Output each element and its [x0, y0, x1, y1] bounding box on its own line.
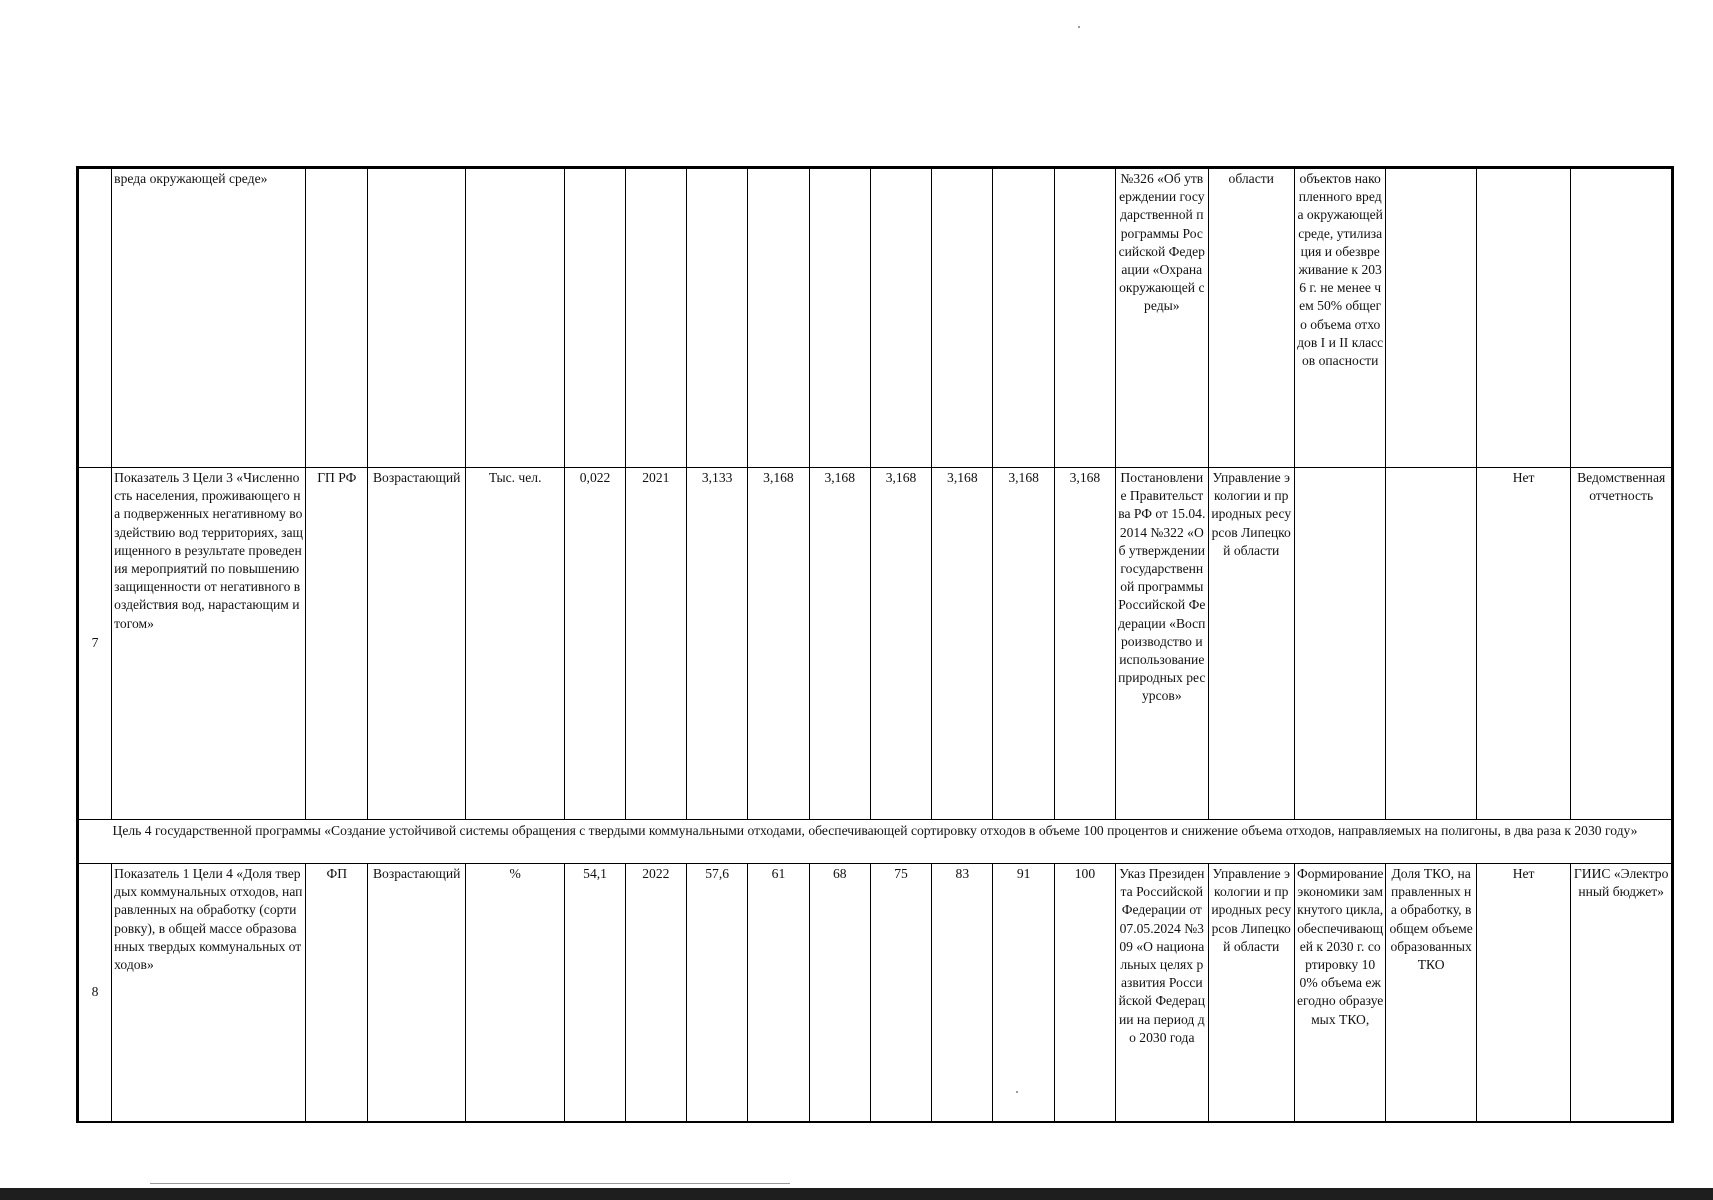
data-source — [1571, 169, 1672, 468]
regulatory-document: Указ Президента Российской Федерации от 07.05.2024 №309 «О национальных целях развития Российской Федерации на период до 2030 года — [1116, 864, 1208, 1122]
linked-national-indicator — [1386, 468, 1476, 820]
scan-edge-line — [150, 1183, 790, 1184]
year-value: 3,168 — [993, 468, 1054, 820]
base-year: 2021 — [625, 468, 686, 820]
year-value — [1054, 169, 1115, 468]
indicator-trend: Возрастающий — [368, 468, 465, 820]
year-value — [687, 169, 748, 468]
goal-header-row — [79, 820, 1672, 864]
year-value: 83 — [932, 864, 993, 1122]
regulatory-document: №326 «Об утверждении государственной программы Российской Федерации «Охрана окружающей среды» — [1116, 169, 1208, 468]
year-value — [870, 169, 931, 468]
scan-bottom-edge — [0, 1188, 1713, 1200]
row-number: 8 — [79, 864, 112, 1122]
scan-speck — [1078, 26, 1080, 28]
year-value: 3,168 — [1054, 468, 1115, 820]
indicators-table — [78, 168, 1672, 1122]
data-source: ГИИС «Электронный бюджет» — [1571, 864, 1672, 1122]
regulatory-document: Постановление Правительства РФ от 15.04.2014 №322 «Об утверждении государственной программы Российской Федерации «Воспроизводство и использование природных ресурсов» — [1116, 468, 1208, 820]
document-table-frame — [76, 166, 1674, 1123]
year-value: 3,168 — [809, 468, 870, 820]
information-system-flag: Нет — [1476, 468, 1570, 820]
year-value: 3,168 — [870, 468, 931, 820]
indicator-level: ФП — [306, 864, 368, 1122]
linked-national-goal: Формирование экономики замкнутого цикла, обеспечивающей к 2030 г. сортировку 100% объема ежегодно образуемых ТКО, — [1294, 864, 1385, 1122]
table-row — [79, 864, 1672, 1122]
indicator-name: Показатель 1 Цели 4 «Доля твердых коммунальных отходов, направленных на обработку (сортировку), в общей массе образованных твердых коммунальных отходов» — [112, 864, 306, 1122]
indicator-level: ГП РФ — [306, 468, 368, 820]
year-value: 61 — [748, 864, 809, 1122]
goal-title: Цель 4 государственной программы «Создание устойчивой системы обращения с твердыми коммунальными отходами, обеспечивающей сортировку отходов в объеме 100 процентов и снижение объема отходов, направляемых на полигоны, в два раза к 2030 году» — [79, 820, 1672, 864]
year-value: 3,168 — [748, 468, 809, 820]
year-value: 3,133 — [687, 468, 748, 820]
year-value — [809, 169, 870, 468]
base-year: 2022 — [625, 864, 686, 1122]
linked-national-indicator — [1386, 169, 1476, 468]
indicator-name: Показатель 3 Цели 3 «Численность населения, проживающего на подверженных негативному воздействию вод территориях, защищенного в результате проведения мероприятий по повышению защищенности от негативного воздействия вод, нарастающим итогом» — [112, 468, 306, 820]
linked-national-indicator: Доля ТКО, направленных на обработку, в общем объеме образованных ТКО — [1386, 864, 1476, 1122]
year-value: 91 — [993, 864, 1054, 1122]
year-value — [993, 169, 1054, 468]
indicator-level — [306, 169, 368, 468]
responsible-body: области — [1208, 169, 1294, 468]
year-value: 3,168 — [932, 468, 993, 820]
table-row — [79, 468, 1672, 820]
row-number — [79, 169, 112, 468]
table-row — [79, 169, 1672, 468]
responsible-body: Управление экологии и природных ресурсов Липецкой области — [1208, 468, 1294, 820]
unit-of-measure — [465, 169, 564, 468]
indicator-name: вреда окружающей среде» — [112, 169, 306, 468]
unit-of-measure: % — [465, 864, 564, 1122]
data-source: Ведомственная отчетность — [1571, 468, 1672, 820]
information-system-flag — [1476, 169, 1570, 468]
indicator-trend: Возрастающий — [368, 864, 465, 1122]
year-value: 75 — [870, 864, 931, 1122]
year-value — [932, 169, 993, 468]
information-system-flag: Нет — [1476, 864, 1570, 1122]
indicator-trend — [368, 169, 465, 468]
year-value: 68 — [809, 864, 870, 1122]
unit-of-measure: Тыс. чел. — [465, 468, 564, 820]
responsible-body: Управление экологии и природных ресурсов Липецкой области — [1208, 864, 1294, 1122]
base-value: 0,022 — [565, 468, 625, 820]
linked-national-goal: объектов накопленного вреда окружающей среде, утилизация и обезвреживание к 2036 г. не менее чем 50% общего объема отходов I и II классов опасности — [1294, 169, 1385, 468]
linked-national-goal — [1294, 468, 1385, 820]
row-number: 7 — [79, 468, 112, 820]
year-value — [748, 169, 809, 468]
base-value: 54,1 — [565, 864, 625, 1122]
year-value: 57,6 — [687, 864, 748, 1122]
year-value: 100 — [1054, 864, 1115, 1122]
base-year — [625, 169, 686, 468]
base-value — [565, 169, 625, 468]
